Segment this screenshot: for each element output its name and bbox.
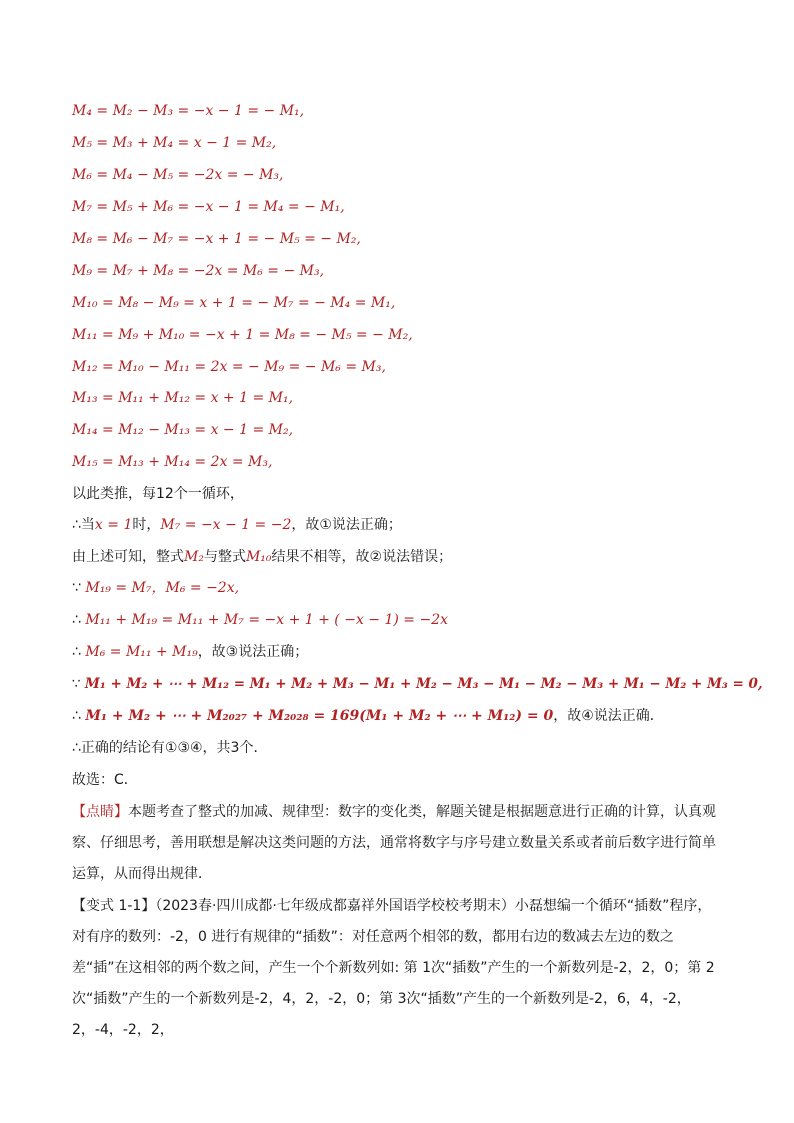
statement-1-suffix: ，故①说法正确； [291,517,402,533]
comment-paragraph [72,797,722,890]
equation-m14: M₁₄ = M₁₂ − M₁₃ = x − 1 = M₂, [72,422,294,438]
statement-2-line [72,547,452,567]
statement-1-mid: 时， [132,517,161,533]
conclusion: ∴正确的结论有①③④，共3个． [72,740,268,756]
therefore-line-1 [72,610,448,630]
equation-m15: M₁₅ = M₁₃ + M₁₄ = 2x = M₃, [72,454,273,470]
statement-3-math: M₆ = M₁₁ + M₁₉ [85,644,198,660]
statement-4-suffix: ，故④说法正确． [553,708,664,724]
statement-3-line [72,642,308,662]
therefore-math-1: M₁₁ + M₁₉ = M₁₁ + M₇ = −x + 1 + ( −x − 1) = −2x [85,612,449,628]
equation-m13: M₁₃ = M₁₁ + M₁₂ = x + 1 = M₁, [72,390,294,406]
variant-tag: 【变式 1-1】 [72,898,156,914]
statement-2-prefix: 由上述可知，整式 [72,549,184,565]
therefore-symbol: ∴ [72,644,86,660]
because-symbol: ∵ [72,676,85,692]
statement-2-suffix: 结果不相等，故②说法错误； [271,549,453,565]
statement-2-math-m2: M₂ [184,549,204,565]
answer: 故选：C． [72,772,138,788]
equation-m5: M₅ = M₃ + M₄ = x − 1 = M₂, [72,135,277,151]
therefore-symbol: ∴ [72,612,86,628]
cycle-statement: 以此类推，每12个一循环， [72,486,244,502]
statement-2-math-m10: M₁₀ [245,549,272,565]
variant-paragraph [72,891,722,1046]
statement-1-math-m7: M₇ = −x − 1 = −2 [160,517,292,533]
variant-text: （2023春·四川成都·七年级成都嘉祥外国语学校校考期末）小磊想编一个循环“插数”程序，对有序的数列：-2，0 进行有规律的“插数”：对任意两个相邻的数，都用右边的数减去左边的数之差“插”在这相邻的两个数之间，产生一个个新数列如: 第 1次“插数”产生的一个新数列是-2，2，0；第 2次“插数”产生的一个新数列是-2，4，2，-2，0；第 3次“插数”产生的一个新数列是-2，6，4，-2，2，-4，-2，2， [72,898,715,1038]
because-line-2 [72,674,763,694]
equation-m10: M₁₀ = M₈ − M₉ = x + 1 = − M₇ = − M₄ = M₁, [72,295,396,311]
statement-1-line [72,515,402,535]
equation-m11: M₁₁ = M₉ + M₁₀ = −x + 1 = M₈ = − M₅ = − M₂, [72,327,413,343]
comment-tag: 【点睛】 [72,804,128,820]
equation-m6: M₆ = M₄ − M₅ = −2x = − M₃, [72,167,284,183]
comment-text: 本题考查了整式的加减、规律型：数字的变化类，解题关键是根据题意进行正确的计算，认真观察、仔细思考，善用联想是解决这类问题的方法，通常将数字与序号建立数量关系或者前后数字进行简单运算，从而得出规律． [72,804,716,882]
sum-twelve-equation: M₁ + M₂ + ⋯ + M₁₂ = M₁ + M₂ + M₃ − M₁ + M₂ − M₃ − M₁ − M₂ − M₃ + M₁ − M₂ + M₃ = 0, [84,676,763,692]
statement-4-line [72,706,664,726]
statement-2-mid: 与整式 [203,549,246,565]
equation-m4: M₄ = M₂ − M₃ = −x − 1 = − M₁, [72,103,305,119]
equation-m7: M₇ = M₅ + M₆ = −x − 1 = M₄ = − M₁, [72,199,345,215]
because-symbol: ∵ [72,580,86,596]
equation-m9: M₉ = M₇ + M₈ = −2x = M₆ = − M₃, [72,263,325,279]
therefore-symbol: ∴ [72,708,86,724]
because-line-1 [72,578,239,598]
statement-1-prefix: ∴当 [72,517,95,533]
because-math-1: M₁₉ = M₇，M₆ = −2x, [85,580,240,596]
statement-3-suffix: ，故③说法正确； [197,644,309,660]
equation-m8: M₈ = M₆ − M₇ = −x + 1 = − M₅ = − M₂, [72,231,361,247]
equation-m12: M₁₂ = M₁₀ − M₁₁ = 2x = − M₉ = − M₆ = M₃, [72,359,386,375]
sum-2028-equation: M₁ + M₂ + ⋯ + M₂₀₂₇ + M₂₀₂₈ = 169(M₁ + M₂ + ⋯ + M₁₂) = 0 [85,708,554,724]
statement-1-math-x: x = 1 [94,517,133,533]
